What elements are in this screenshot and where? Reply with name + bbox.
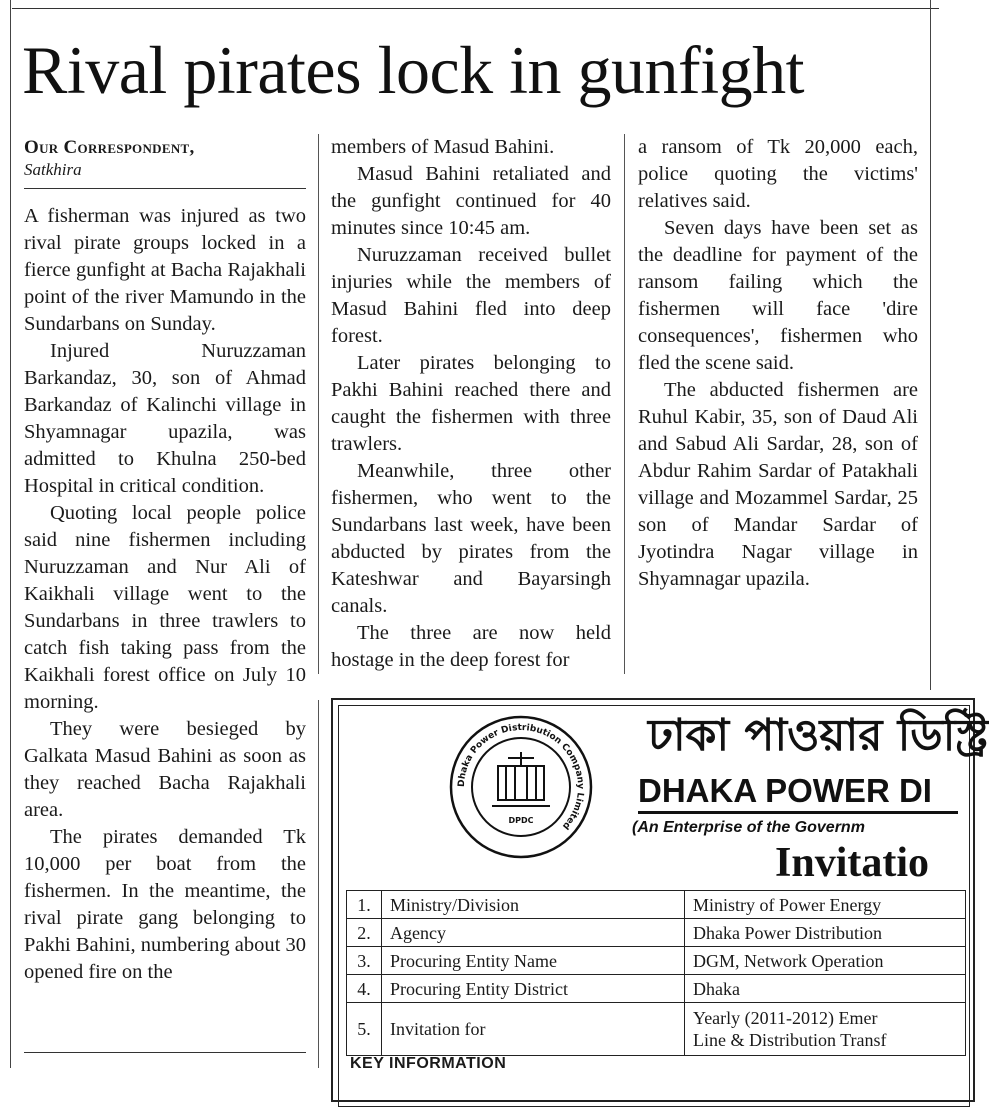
row-label: Procuring Entity District (382, 975, 685, 1003)
tender-info-table (346, 890, 966, 1056)
row-value-line: Yearly (2011-2012) Emer (693, 1008, 878, 1028)
article-column-1 (24, 203, 306, 986)
table-row (347, 891, 966, 919)
row-label: Agency (382, 919, 685, 947)
paragraph: a ransom of Tk 20,000 each, police quoting the victims' relatives said. (638, 136, 918, 212)
paragraph: The three are now held hostage in the deep forest for (331, 622, 611, 671)
key-information-heading: KEY INFORMATION (350, 1055, 507, 1072)
byline-name: Our Correspondent, (24, 137, 195, 158)
row-value: Ministry of Power Energy (685, 891, 966, 919)
byline-rule (24, 188, 306, 189)
column-divider (624, 134, 625, 674)
column-divider (318, 700, 319, 1068)
article-column-2 (331, 134, 611, 674)
row-number: 2. (347, 919, 382, 947)
paragraph: A fisherman was injured as two rival pirate groups locked in a fierce gunfight at Bacha Rajakhali point of the river Mamundo in the Sundarbans on Sunday. (24, 205, 306, 335)
byline-place: Satkhira (24, 160, 82, 179)
column-divider (318, 134, 319, 674)
ad-title-underline (638, 811, 958, 814)
row-label: Ministry/Division (382, 891, 685, 919)
byline (24, 136, 306, 180)
top-rule (12, 8, 939, 9)
paragraph: Injured Nuruzzaman Barkandaz, 30, son of Ahmad Barkandaz of Kalinchi village in Shyamnagar upazila, was admitted to Khulna 250-bed Hospital in critical condition. (24, 340, 306, 497)
paragraph: Quoting local people police said nine fishermen including Nuruzzaman and Nur Ali of Kaikhali village went to the Sundarbans in three trawlers to catch fish taking pass from the Kaikhali forest office on July 10 morning. (24, 502, 306, 713)
paragraph: The pirates demanded Tk 10,000 per boat from the fishermen. In the meantime, the rival pirate gang belonging to Pakhi Bahini, numbering about 30 opened fire on the (24, 826, 306, 983)
row-number: 4. (347, 975, 382, 1003)
table-row (347, 947, 966, 975)
paragraph: Nuruzzaman received bullet injuries while the members of Masud Bahini fled into deep forest. (331, 244, 611, 347)
ad-bangla-title: ঢাকা পাওয়ার ডিস্ট্রি (648, 710, 989, 761)
paragraph: Meanwhile, three other fishermen, who went to the Sundarbans last week, have been abducted by pirates from the Kateshwar and Bayarsingh canals. (331, 460, 611, 617)
paragraph: Masud Bahini retaliated and the gunfight continued for 40 minutes since 10:45 am. (331, 163, 611, 239)
row-label: Procuring Entity Name (382, 947, 685, 975)
row-number: 3. (347, 947, 382, 975)
svg-text:Dhaka Power Distribution Compa (457, 723, 585, 831)
paragraph: Later pirates belonging to Pakhi Bahini reached there and caught the fishermen with three trawlers. (331, 352, 611, 455)
column-bottom-rule (24, 1052, 306, 1053)
row-value: Dhaka Power Distribution (685, 919, 966, 947)
article-column-3 (638, 134, 918, 593)
paragraph: The abducted fishermen are Ruhul Kabir, 35, son of Daud Ali and Sabud Ali Sardar, 28, son of Abdur Rahim Sardar of Patakhali village and Mozammel Sardar, 25 son of Mandar Sardar of Jyotindra Nagar village in Shyamnagar upazila. (638, 379, 918, 590)
row-label: Invitation for (382, 1003, 685, 1056)
paragraph: Seven days have been set as the deadline for payment of the ransom failing which the fishermen will face 'dire consequences', fishermen who fled the scene said. (638, 217, 918, 374)
seal-monogram: DPDC (508, 816, 534, 825)
ad-english-title: DHAKA POWER DI (638, 772, 932, 809)
paragraph: They were besieged by Galkata Masud Bahini as soon as they reached Bacha Rajakhali area. (24, 718, 306, 821)
ad-invitation-heading: Invitatio (775, 840, 930, 886)
table-row (347, 919, 966, 947)
ad-subtitle: (An Enterprise of the Governm (632, 819, 865, 836)
row-value-line: Line & Distribution Transf (693, 1030, 887, 1050)
row-number: 5. (347, 1003, 382, 1056)
row-value: Dhaka (685, 975, 966, 1003)
dpdc-seal-icon (448, 714, 594, 860)
seal-ring-text: Dhaka Power Distribution Company Limited (456, 722, 586, 831)
headline: Rival pirates lock in gunfight (22, 32, 804, 108)
row-value (685, 1003, 966, 1056)
right-rule (930, 0, 931, 690)
table-row (347, 975, 966, 1003)
paragraph: members of Masud Bahini. (331, 136, 555, 158)
row-value: DGM, Network Operation (685, 947, 966, 975)
table-row (347, 1003, 966, 1056)
left-rule (10, 0, 11, 1068)
row-number: 1. (347, 891, 382, 919)
